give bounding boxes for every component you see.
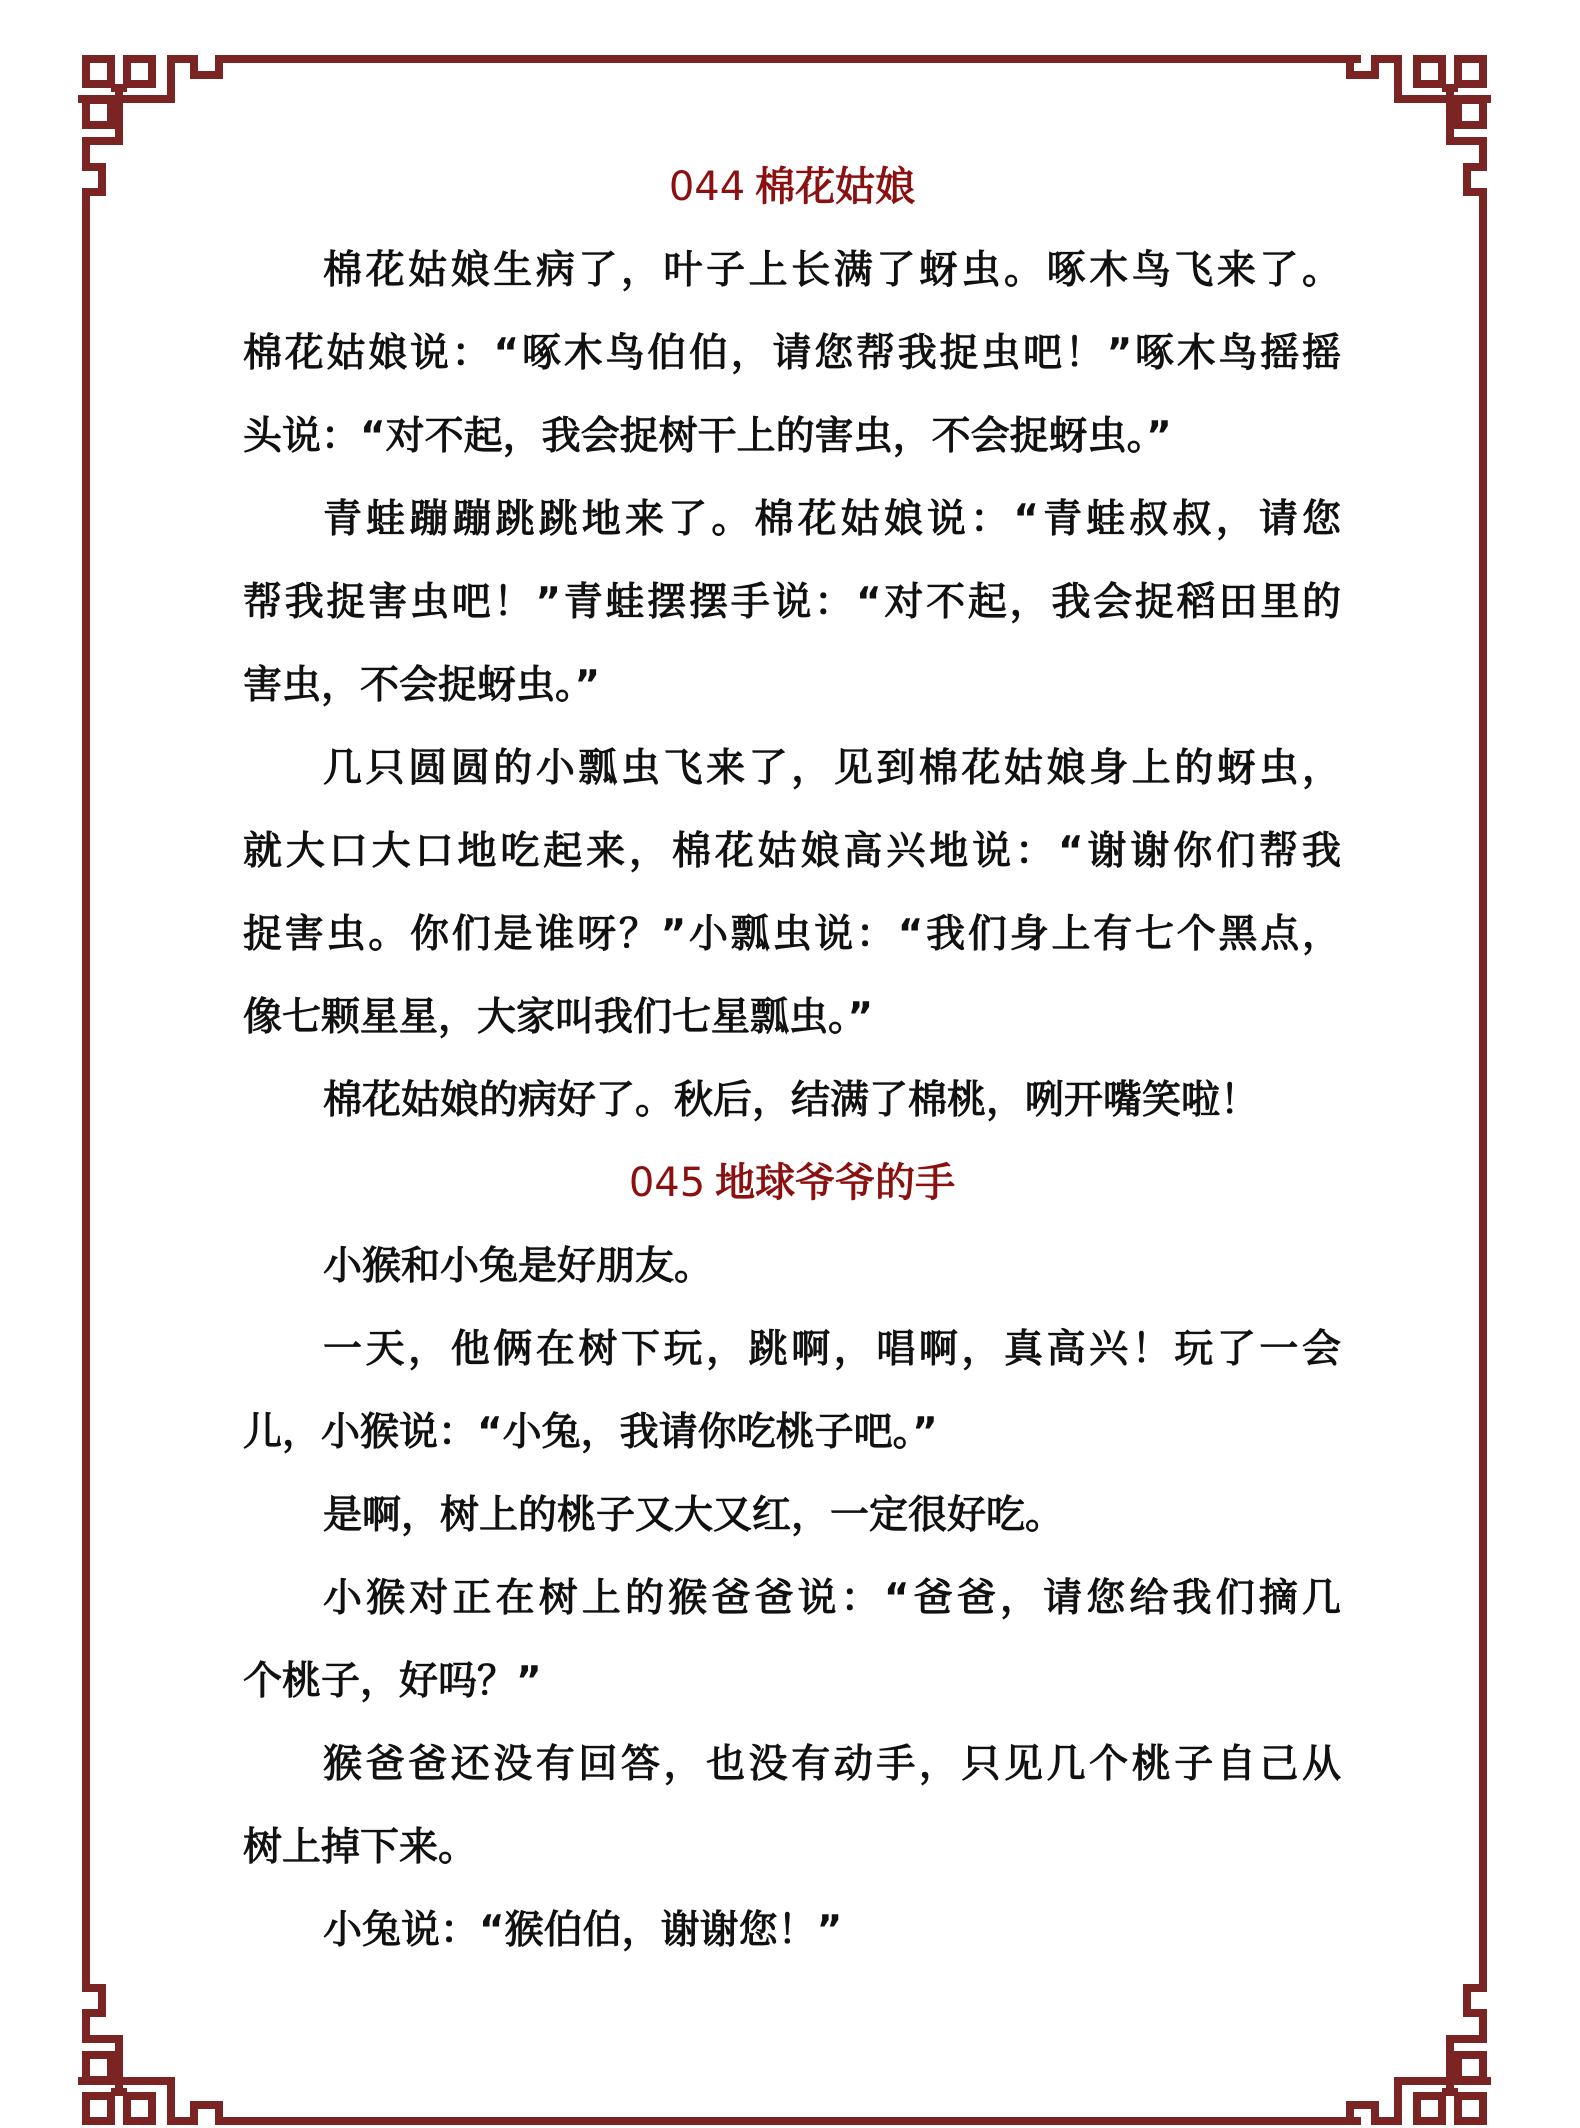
- text-line: 头说：“对不起，我会捉树干上的害虫，不会捉蚜虫。”: [243, 414, 1172, 459]
- text-line: 棉花姑娘的病好了。秋后，结满了棉桃，咧开嘴笑啦！: [323, 1078, 1260, 1123]
- corner-ornament-top-left: [82, 59, 219, 192]
- text-line: 树上掉下来。: [243, 1825, 478, 1870]
- text-line: 儿，小猴说：“小兔，我请你吃桃子吧。”: [243, 1410, 938, 1455]
- text-line: 是啊，树上的桃子又大又红，一定很好吃。: [323, 1493, 1065, 1538]
- corner-ornament-top-right: [1350, 59, 1487, 192]
- story-number: 045: [628, 1160, 706, 1206]
- text-line: 青蛙蹦蹦跳跳地来了。棉花姑娘说：“青蛙叔叔，请您: [323, 497, 1341, 542]
- text-line: 小猴对正在树上的猴爸爸说：“爸爸，请您给我们摘几: [323, 1576, 1341, 1621]
- corner-ornament-bottom-left: [82, 1988, 219, 2121]
- paragraph: [243, 1308, 1341, 1474]
- text-line: 就大口大口地吃起来，棉花姑娘高兴地说：“谢谢你们帮我: [243, 829, 1341, 874]
- paragraph: [243, 1225, 1341, 1308]
- document-body: [243, 146, 1341, 1972]
- paragraph: [243, 1474, 1341, 1557]
- corner-ornament-bottom-right: [1350, 1988, 1487, 2121]
- paragraph: [243, 1723, 1341, 1889]
- text-line: 害虫，不会捉蚜虫。”: [243, 663, 601, 708]
- paragraph: [243, 229, 1341, 478]
- paragraph: [243, 727, 1341, 1059]
- text-line: 小兔说：“猴伯伯，谢谢您！”: [323, 1908, 843, 1953]
- story-title: [243, 1142, 1341, 1225]
- story-name: 地球爷爷的手: [715, 1160, 956, 1206]
- text-line: 几只圆圆的小瓢虫飞来了，见到棉花姑娘身上的蚜虫，: [323, 746, 1341, 791]
- text-line: 小猴和小兔是好朋友。: [323, 1244, 714, 1289]
- story-title: [243, 146, 1341, 229]
- text-line: 棉花姑娘说：“啄木鸟伯伯，请您帮我捉虫吧！”啄木鸟摇摇: [243, 331, 1341, 376]
- text-line: 像七颗星星，大家叫我们七星瓢虫。”: [243, 995, 874, 1040]
- story-name: 棉花姑娘: [755, 164, 916, 210]
- text-line: 猴爸爸还没有回答，也没有动手，只见几个桃子自己从: [323, 1742, 1341, 1787]
- paragraph: [243, 1059, 1341, 1142]
- paragraph: [243, 1557, 1341, 1723]
- story-number: 044: [668, 164, 746, 210]
- text-line: 帮我捉害虫吧！”青蛙摆摆手说：“对不起，我会捉稻田里的: [243, 580, 1341, 625]
- text-line: 捉害虫。你们是谁呀？”小瓢虫说：“我们身上有七个黑点，: [243, 912, 1341, 957]
- text-line: 一天，他俩在树下玩，跳啊，唱啊，真高兴！玩了一会: [323, 1327, 1341, 1372]
- text-line: 个桃子，好吗？”: [243, 1659, 542, 1704]
- paragraph: [243, 478, 1341, 727]
- text-line: 棉花姑娘生病了，叶子上长满了蚜虫。啄木鸟飞来了。: [323, 248, 1341, 293]
- paragraph: [243, 1889, 1341, 1972]
